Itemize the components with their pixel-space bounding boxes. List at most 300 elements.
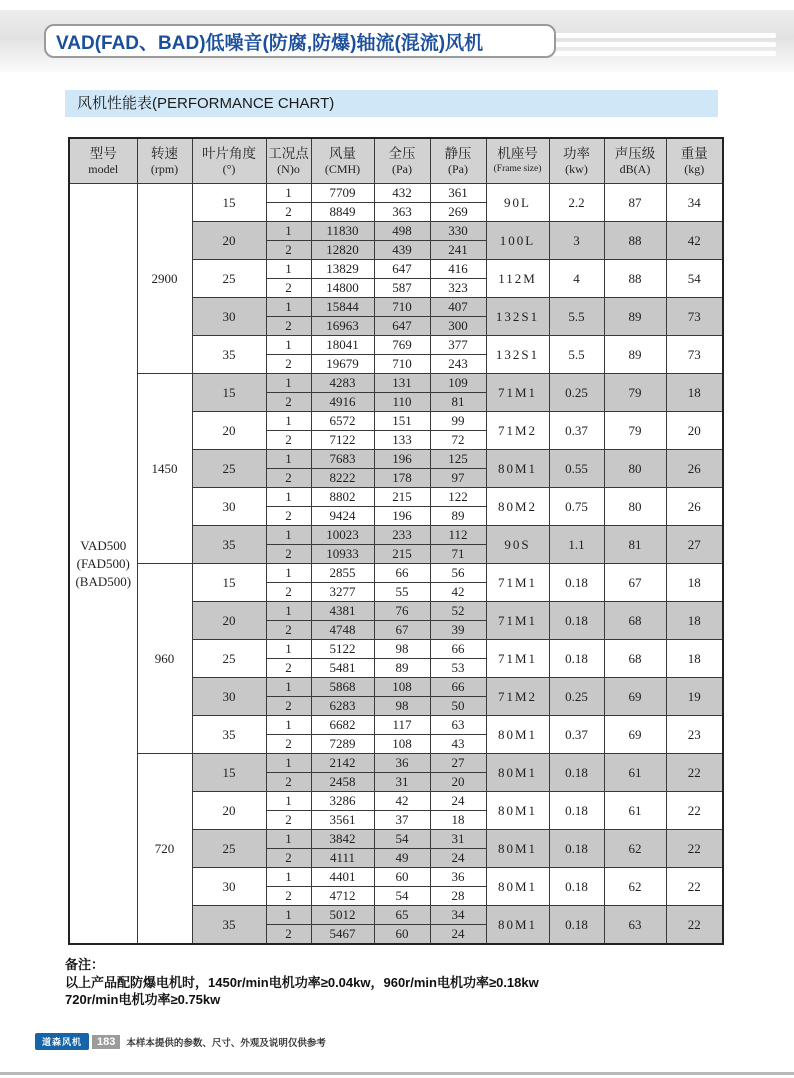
static-pressure-cell: 27 xyxy=(430,754,486,773)
total-pressure-cell: 196 xyxy=(374,507,430,526)
point-cell: 2 xyxy=(266,773,311,792)
rpm-cell: 2900 xyxy=(137,184,192,374)
point-cell: 1 xyxy=(266,906,311,925)
frame-size-cell: 90L xyxy=(486,184,549,222)
static-pressure-cell: 63 xyxy=(430,716,486,735)
performance-table xyxy=(68,137,724,945)
noise-level-cell: 80 xyxy=(604,450,666,488)
static-pressure-cell: 243 xyxy=(430,355,486,374)
flow-cell: 5012 xyxy=(311,906,374,925)
column-header: 重量 (kg) xyxy=(666,138,723,184)
static-pressure-cell: 361 xyxy=(430,184,486,203)
static-pressure-cell: 241 xyxy=(430,241,486,260)
noise-level-cell: 81 xyxy=(604,526,666,564)
point-cell: 2 xyxy=(266,887,311,906)
weight-cell: 34 xyxy=(666,184,723,222)
total-pressure-cell: 710 xyxy=(374,298,430,317)
static-pressure-cell: 24 xyxy=(430,792,486,811)
total-pressure-cell: 54 xyxy=(374,830,430,849)
total-pressure-cell: 110 xyxy=(374,393,430,412)
power-cell: 0.75 xyxy=(549,488,604,526)
frame-size-cell: 71M1 xyxy=(486,602,549,640)
point-cell: 1 xyxy=(266,450,311,469)
total-pressure-cell: 587 xyxy=(374,279,430,298)
point-cell: 2 xyxy=(266,925,311,945)
power-cell: 0.55 xyxy=(549,450,604,488)
angle-cell: 15 xyxy=(192,184,266,222)
flow-cell: 16963 xyxy=(311,317,374,336)
weight-cell: 18 xyxy=(666,374,723,412)
notes-label: 备注： xyxy=(65,957,105,972)
flow-cell: 3842 xyxy=(311,830,374,849)
angle-cell: 20 xyxy=(192,792,266,830)
point-cell: 1 xyxy=(266,716,311,735)
frame-size-cell: 112M xyxy=(486,260,549,298)
total-pressure-cell: 65 xyxy=(374,906,430,925)
flow-cell: 3286 xyxy=(311,792,374,811)
flow-cell: 5467 xyxy=(311,925,374,945)
static-pressure-cell: 66 xyxy=(430,678,486,697)
static-pressure-cell: 71 xyxy=(430,545,486,564)
point-cell: 2 xyxy=(266,317,311,336)
column-header: 风量 (CMH) xyxy=(311,138,374,184)
point-cell: 2 xyxy=(266,469,311,488)
column-header: 叶片角度 (°) xyxy=(192,138,266,184)
model-cell xyxy=(69,184,137,945)
weight-cell: 54 xyxy=(666,260,723,298)
notes-line2: 720r/min电机功率≥0.75kw xyxy=(65,992,221,1007)
weight-cell: 22 xyxy=(666,906,723,945)
total-pressure-cell: 133 xyxy=(374,431,430,450)
noise-level-cell: 67 xyxy=(604,564,666,602)
total-pressure-cell: 117 xyxy=(374,716,430,735)
flow-cell: 7289 xyxy=(311,735,374,754)
angle-cell: 20 xyxy=(192,602,266,640)
static-pressure-cell: 300 xyxy=(430,317,486,336)
total-pressure-cell: 178 xyxy=(374,469,430,488)
noise-level-cell: 79 xyxy=(604,412,666,450)
flow-cell: 6572 xyxy=(311,412,374,431)
static-pressure-cell: 323 xyxy=(430,279,486,298)
model-line: VAD500 xyxy=(80,537,127,553)
point-cell: 1 xyxy=(266,868,311,887)
static-pressure-cell: 34 xyxy=(430,906,486,925)
noise-level-cell: 61 xyxy=(604,792,666,830)
power-cell: 0.18 xyxy=(549,830,604,868)
decorative-stripe xyxy=(548,51,776,56)
point-cell: 1 xyxy=(266,678,311,697)
static-pressure-cell: 18 xyxy=(430,811,486,830)
power-cell: 0.18 xyxy=(549,564,604,602)
point-cell: 1 xyxy=(266,830,311,849)
weight-cell: 22 xyxy=(666,754,723,792)
noise-level-cell: 80 xyxy=(604,488,666,526)
flow-cell: 14800 xyxy=(311,279,374,298)
weight-cell: 23 xyxy=(666,716,723,754)
total-pressure-cell: 215 xyxy=(374,488,430,507)
flow-cell: 4111 xyxy=(311,849,374,868)
total-pressure-cell: 151 xyxy=(374,412,430,431)
weight-cell: 26 xyxy=(666,450,723,488)
noise-level-cell: 63 xyxy=(604,906,666,945)
point-cell: 1 xyxy=(266,792,311,811)
static-pressure-cell: 269 xyxy=(430,203,486,222)
point-cell: 2 xyxy=(266,697,311,716)
frame-size-cell: 80M2 xyxy=(486,488,549,526)
static-pressure-cell: 66 xyxy=(430,640,486,659)
power-cell: 0.37 xyxy=(549,716,604,754)
noise-level-cell: 88 xyxy=(604,260,666,298)
noise-level-cell: 62 xyxy=(604,830,666,868)
point-cell: 1 xyxy=(266,602,311,621)
table-row xyxy=(69,374,723,393)
flow-cell: 4748 xyxy=(311,621,374,640)
flow-cell: 8222 xyxy=(311,469,374,488)
flow-cell: 4712 xyxy=(311,887,374,906)
page-bottom-edge xyxy=(0,1072,794,1075)
page-number-badge: 183 xyxy=(92,1035,120,1049)
flow-cell: 7122 xyxy=(311,431,374,450)
total-pressure-cell: 67 xyxy=(374,621,430,640)
point-cell: 2 xyxy=(266,431,311,450)
footer-disclaimer: 本样本提供的参数、尺寸、外观及说明仅供参考 xyxy=(126,1037,326,1049)
noise-level-cell: 62 xyxy=(604,868,666,906)
flow-cell: 19679 xyxy=(311,355,374,374)
static-pressure-cell: 122 xyxy=(430,488,486,507)
angle-cell: 15 xyxy=(192,374,266,412)
flow-cell: 6283 xyxy=(311,697,374,716)
angle-cell: 20 xyxy=(192,222,266,260)
footer-bar xyxy=(35,1033,326,1050)
angle-cell: 30 xyxy=(192,488,266,526)
frame-size-cell: 71M1 xyxy=(486,564,549,602)
point-cell: 1 xyxy=(266,526,311,545)
static-pressure-cell: 97 xyxy=(430,469,486,488)
weight-cell: 26 xyxy=(666,488,723,526)
brand-badge: 道森风机 xyxy=(35,1033,89,1050)
angle-cell: 30 xyxy=(192,868,266,906)
noise-level-cell: 89 xyxy=(604,336,666,374)
frame-size-cell: 71M2 xyxy=(486,412,549,450)
frame-size-cell: 80M1 xyxy=(486,792,549,830)
decorative-stripe xyxy=(548,33,776,38)
weight-cell: 73 xyxy=(666,336,723,374)
flow-cell: 2458 xyxy=(311,773,374,792)
noise-level-cell: 68 xyxy=(604,602,666,640)
static-pressure-cell: 39 xyxy=(430,621,486,640)
point-cell: 1 xyxy=(266,222,311,241)
page-title-pill xyxy=(44,24,556,58)
static-pressure-cell: 28 xyxy=(430,887,486,906)
angle-cell: 25 xyxy=(192,830,266,868)
point-cell: 2 xyxy=(266,393,311,412)
noise-level-cell: 88 xyxy=(604,222,666,260)
point-cell: 2 xyxy=(266,659,311,678)
power-cell: 0.25 xyxy=(549,374,604,412)
column-header: 全压 (Pa) xyxy=(374,138,430,184)
total-pressure-cell: 37 xyxy=(374,811,430,830)
total-pressure-cell: 60 xyxy=(374,868,430,887)
total-pressure-cell: 233 xyxy=(374,526,430,545)
power-cell: 0.25 xyxy=(549,678,604,716)
frame-size-cell: 132S1 xyxy=(486,298,549,336)
flow-cell: 18041 xyxy=(311,336,374,355)
point-cell: 1 xyxy=(266,298,311,317)
flow-cell: 4401 xyxy=(311,868,374,887)
total-pressure-cell: 647 xyxy=(374,260,430,279)
total-pressure-cell: 31 xyxy=(374,773,430,792)
frame-size-cell: 71M1 xyxy=(486,374,549,412)
point-cell: 1 xyxy=(266,184,311,203)
angle-cell: 15 xyxy=(192,564,266,602)
weight-cell: 18 xyxy=(666,564,723,602)
power-cell: 0.18 xyxy=(549,868,604,906)
total-pressure-cell: 55 xyxy=(374,583,430,602)
weight-cell: 22 xyxy=(666,868,723,906)
total-pressure-cell: 108 xyxy=(374,678,430,697)
column-header: 机座号 (Frame size) xyxy=(486,138,549,184)
power-cell: 0.18 xyxy=(549,792,604,830)
weight-cell: 22 xyxy=(666,830,723,868)
angle-cell: 25 xyxy=(192,450,266,488)
total-pressure-cell: 98 xyxy=(374,640,430,659)
static-pressure-cell: 72 xyxy=(430,431,486,450)
header-band xyxy=(0,10,794,72)
flow-cell: 3277 xyxy=(311,583,374,602)
static-pressure-cell: 56 xyxy=(430,564,486,583)
point-cell: 1 xyxy=(266,412,311,431)
column-header: 转速 (rpm) xyxy=(137,138,192,184)
power-cell: 0.18 xyxy=(549,754,604,792)
static-pressure-cell: 53 xyxy=(430,659,486,678)
power-cell: 2.2 xyxy=(549,184,604,222)
total-pressure-cell: 36 xyxy=(374,754,430,773)
column-header: 工况点 (N)o xyxy=(266,138,311,184)
static-pressure-cell: 24 xyxy=(430,925,486,945)
static-pressure-cell: 330 xyxy=(430,222,486,241)
power-cell: 5.5 xyxy=(549,336,604,374)
frame-size-cell: 80M1 xyxy=(486,906,549,945)
page-title: VAD(FAD、BAD)低噪音(防腐,防爆)轴流(混流)风机 xyxy=(56,32,484,54)
notes-block xyxy=(65,956,725,1009)
weight-cell: 27 xyxy=(666,526,723,564)
static-pressure-cell: 31 xyxy=(430,830,486,849)
total-pressure-cell: 49 xyxy=(374,849,430,868)
model-line: (FAD500) xyxy=(76,555,130,571)
power-cell: 1.1 xyxy=(549,526,604,564)
point-cell: 2 xyxy=(266,203,311,222)
table-row xyxy=(69,564,723,583)
flow-cell: 10023 xyxy=(311,526,374,545)
column-header: 静压 (Pa) xyxy=(430,138,486,184)
total-pressure-cell: 108 xyxy=(374,735,430,754)
rpm-cell: 720 xyxy=(137,754,192,945)
power-cell: 0.18 xyxy=(549,640,604,678)
table-body xyxy=(69,184,723,945)
flow-cell: 4283 xyxy=(311,374,374,393)
static-pressure-cell: 81 xyxy=(430,393,486,412)
point-cell: 2 xyxy=(266,849,311,868)
weight-cell: 18 xyxy=(666,640,723,678)
total-pressure-cell: 215 xyxy=(374,545,430,564)
column-header: 型号 model xyxy=(69,138,137,184)
flow-cell: 8802 xyxy=(311,488,374,507)
flow-cell: 5481 xyxy=(311,659,374,678)
angle-cell: 35 xyxy=(192,336,266,374)
point-cell: 1 xyxy=(266,488,311,507)
static-pressure-cell: 89 xyxy=(430,507,486,526)
static-pressure-cell: 50 xyxy=(430,697,486,716)
power-cell: 0.18 xyxy=(549,906,604,945)
total-pressure-cell: 89 xyxy=(374,659,430,678)
weight-cell: 18 xyxy=(666,602,723,640)
flow-cell: 15844 xyxy=(311,298,374,317)
noise-level-cell: 69 xyxy=(604,716,666,754)
column-header: 声压级 dB(A) xyxy=(604,138,666,184)
table-row xyxy=(69,184,723,203)
angle-cell: 30 xyxy=(192,678,266,716)
total-pressure-cell: 66 xyxy=(374,564,430,583)
flow-cell: 13829 xyxy=(311,260,374,279)
flow-cell: 11830 xyxy=(311,222,374,241)
static-pressure-cell: 377 xyxy=(430,336,486,355)
point-cell: 1 xyxy=(266,640,311,659)
frame-size-cell: 80M1 xyxy=(486,830,549,868)
total-pressure-cell: 498 xyxy=(374,222,430,241)
table-header xyxy=(69,138,723,184)
static-pressure-cell: 112 xyxy=(430,526,486,545)
point-cell: 2 xyxy=(266,279,311,298)
point-cell: 2 xyxy=(266,735,311,754)
frame-size-cell: 90S xyxy=(486,526,549,564)
static-pressure-cell: 42 xyxy=(430,583,486,602)
noise-level-cell: 89 xyxy=(604,298,666,336)
angle-cell: 25 xyxy=(192,260,266,298)
flow-cell: 8849 xyxy=(311,203,374,222)
frame-size-cell: 132S1 xyxy=(486,336,549,374)
total-pressure-cell: 76 xyxy=(374,602,430,621)
frame-size-cell: 80M1 xyxy=(486,716,549,754)
point-cell: 1 xyxy=(266,260,311,279)
weight-cell: 42 xyxy=(666,222,723,260)
flow-cell: 4381 xyxy=(311,602,374,621)
flow-cell: 6682 xyxy=(311,716,374,735)
power-cell: 0.18 xyxy=(549,602,604,640)
angle-cell: 35 xyxy=(192,906,266,945)
total-pressure-cell: 647 xyxy=(374,317,430,336)
flow-cell: 2855 xyxy=(311,564,374,583)
flow-cell: 3561 xyxy=(311,811,374,830)
frame-size-cell: 100L xyxy=(486,222,549,260)
flow-cell: 9424 xyxy=(311,507,374,526)
weight-cell: 22 xyxy=(666,792,723,830)
static-pressure-cell: 52 xyxy=(430,602,486,621)
frame-size-cell: 80M1 xyxy=(486,868,549,906)
rpm-cell: 960 xyxy=(137,564,192,754)
total-pressure-cell: 98 xyxy=(374,697,430,716)
point-cell: 1 xyxy=(266,564,311,583)
total-pressure-cell: 363 xyxy=(374,203,430,222)
angle-cell: 25 xyxy=(192,640,266,678)
noise-level-cell: 79 xyxy=(604,374,666,412)
flow-cell: 7683 xyxy=(311,450,374,469)
angle-cell: 20 xyxy=(192,412,266,450)
power-cell: 4 xyxy=(549,260,604,298)
point-cell: 1 xyxy=(266,374,311,393)
point-cell: 2 xyxy=(266,355,311,374)
static-pressure-cell: 36 xyxy=(430,868,486,887)
weight-cell: 20 xyxy=(666,412,723,450)
total-pressure-cell: 196 xyxy=(374,450,430,469)
total-pressure-cell: 432 xyxy=(374,184,430,203)
static-pressure-cell: 20 xyxy=(430,773,486,792)
point-cell: 2 xyxy=(266,507,311,526)
table-row xyxy=(69,754,723,773)
point-cell: 2 xyxy=(266,583,311,602)
static-pressure-cell: 99 xyxy=(430,412,486,431)
static-pressure-cell: 24 xyxy=(430,849,486,868)
point-cell: 1 xyxy=(266,754,311,773)
model-line: (BAD500) xyxy=(75,573,132,589)
static-pressure-cell: 125 xyxy=(430,450,486,469)
total-pressure-cell: 54 xyxy=(374,887,430,906)
flow-cell: 5868 xyxy=(311,678,374,697)
angle-cell: 35 xyxy=(192,716,266,754)
static-pressure-cell: 416 xyxy=(430,260,486,279)
frame-size-cell: 80M1 xyxy=(486,450,549,488)
total-pressure-cell: 131 xyxy=(374,374,430,393)
point-cell: 2 xyxy=(266,241,311,260)
power-cell: 3 xyxy=(549,222,604,260)
power-cell: 5.5 xyxy=(549,298,604,336)
noise-level-cell: 68 xyxy=(604,640,666,678)
column-header: 功率 (kw) xyxy=(549,138,604,184)
frame-size-cell: 71M1 xyxy=(486,640,549,678)
total-pressure-cell: 710 xyxy=(374,355,430,374)
point-cell: 2 xyxy=(266,621,311,640)
flow-cell: 12820 xyxy=(311,241,374,260)
frame-size-cell: 80M1 xyxy=(486,754,549,792)
angle-cell: 15 xyxy=(192,754,266,792)
point-cell: 2 xyxy=(266,545,311,564)
section-title: 风机性能表(PERFORMANCE CHART) xyxy=(65,90,718,117)
noise-level-cell: 69 xyxy=(604,678,666,716)
angle-cell: 30 xyxy=(192,298,266,336)
decorative-stripe xyxy=(548,42,776,47)
weight-cell: 19 xyxy=(666,678,723,716)
notes-line1: 以上产品配防爆电机时，1450r/min电机功率≥0.04kw，960r/min电机功率≥0.18kw xyxy=(65,974,539,990)
total-pressure-cell: 769 xyxy=(374,336,430,355)
weight-cell: 73 xyxy=(666,298,723,336)
total-pressure-cell: 60 xyxy=(374,925,430,945)
flow-cell: 4916 xyxy=(311,393,374,412)
point-cell: 1 xyxy=(266,336,311,355)
static-pressure-cell: 109 xyxy=(430,374,486,393)
static-pressure-cell: 407 xyxy=(430,298,486,317)
flow-cell: 7709 xyxy=(311,184,374,203)
noise-level-cell: 87 xyxy=(604,184,666,222)
total-pressure-cell: 439 xyxy=(374,241,430,260)
rpm-cell: 1450 xyxy=(137,374,192,564)
point-cell: 2 xyxy=(266,811,311,830)
flow-cell: 10933 xyxy=(311,545,374,564)
static-pressure-cell: 43 xyxy=(430,735,486,754)
noise-level-cell: 61 xyxy=(604,754,666,792)
flow-cell: 2142 xyxy=(311,754,374,773)
total-pressure-cell: 42 xyxy=(374,792,430,811)
angle-cell: 35 xyxy=(192,526,266,564)
flow-cell: 5122 xyxy=(311,640,374,659)
